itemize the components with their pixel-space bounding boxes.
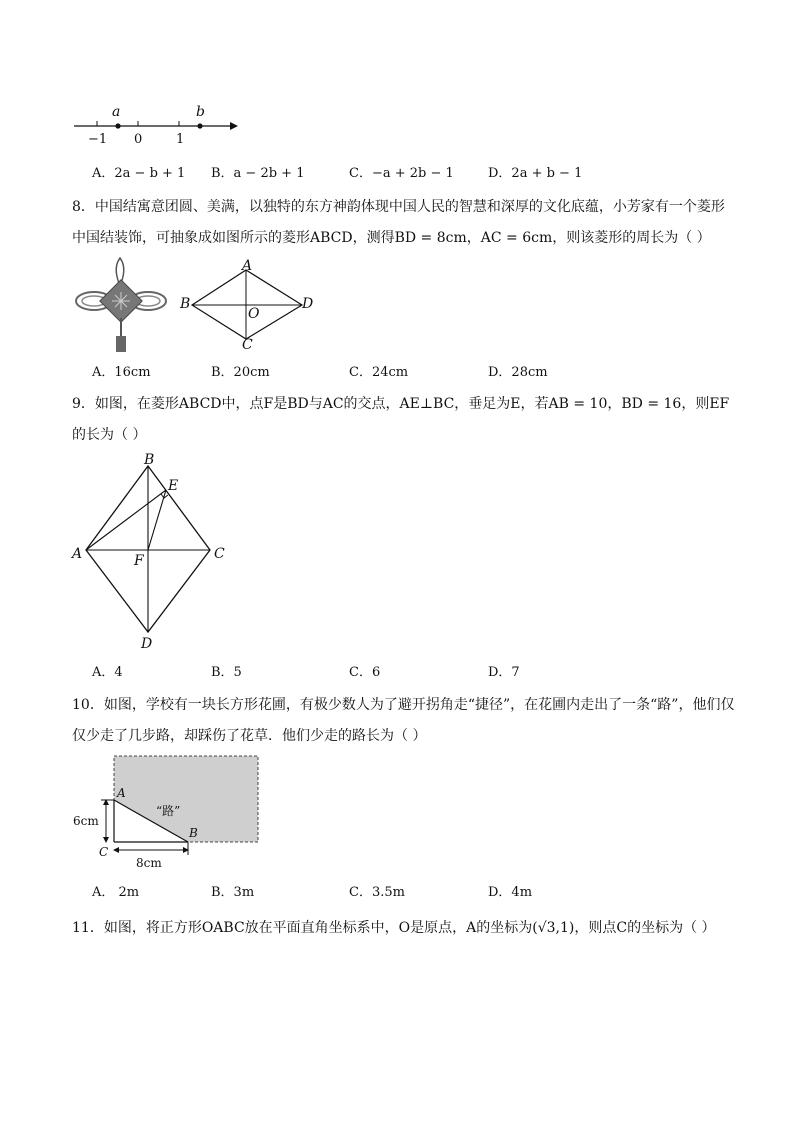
label-E: E xyxy=(168,478,179,494)
q9-option-d[interactable]: D．7 xyxy=(488,665,520,680)
label-D: D xyxy=(141,636,153,652)
width-arrow-left-icon xyxy=(113,847,119,853)
q10-option-d[interactable]: D．4m xyxy=(488,885,533,900)
q10-option-b[interactable]: B．3m xyxy=(211,885,255,900)
rhombus-abcd-altitude-figure xyxy=(82,462,222,642)
segment-ae xyxy=(86,490,166,550)
segment-fe xyxy=(148,490,166,550)
point-b xyxy=(197,123,202,128)
label-B: B xyxy=(189,826,198,840)
garden-path-figure xyxy=(96,752,296,872)
q8-text-line-1: 8．中国结寓意团圆、美满，以独特的东方神韵体现中国人民的智慧和深厚的文化底蕴，小芳家有一个菱形 xyxy=(72,199,725,215)
q8-option-a[interactable]: A．16cm xyxy=(92,365,151,380)
label-C: C xyxy=(99,845,109,859)
label-A: A xyxy=(117,786,126,800)
q9-option-a[interactable]: A．4 xyxy=(92,665,123,680)
q8-text-line-2: 中国结装饰，可抽象成如图所示的菱形ABCD，测得BD = 8cm，AC = 6cm，则该菱形的周长为（ ） xyxy=(72,230,711,246)
label-B: B xyxy=(144,452,155,468)
q7-option-d[interactable]: D．2a + b − 1 xyxy=(488,166,583,181)
q8-option-d[interactable]: D．28cm xyxy=(488,365,548,380)
q7-option-b[interactable]: B．a − 2b + 1 xyxy=(211,166,305,181)
knot-tassel xyxy=(116,336,126,352)
q10-option-c[interactable]: C．3.5m xyxy=(349,885,405,900)
label-C: C xyxy=(242,337,253,353)
point-a xyxy=(115,123,120,128)
label-O: O xyxy=(248,306,260,322)
axis-arrow-icon xyxy=(230,122,238,130)
tick-label-zero: 0 xyxy=(134,132,143,147)
label-D: D xyxy=(302,296,314,312)
label-A: A xyxy=(72,546,83,562)
label-a: a xyxy=(112,104,121,120)
q9-text-line-2: 的长为（ ） xyxy=(72,427,147,443)
tick-label-minus-one: −1 xyxy=(88,132,108,147)
q10-option-a[interactable]: A． 2m xyxy=(92,885,140,900)
q7-option-c[interactable]: C．−a + 2b − 1 xyxy=(349,166,454,181)
q8-option-b[interactable]: B．20cm xyxy=(211,365,270,380)
label-F: F xyxy=(134,553,144,569)
q7-option-a[interactable]: A．2a − b + 1 xyxy=(92,166,186,181)
chinese-knot-image xyxy=(72,256,172,356)
label-road: “路” xyxy=(156,804,181,818)
label-height: 6cm xyxy=(73,814,99,828)
label-b: b xyxy=(196,104,205,120)
height-arrow-down-icon xyxy=(103,837,109,843)
q10-text-line-1: 10．如图，学校有一块长方形花圃，有极少数人为了避开拐角走“捷径”，在花圃内走出了一条“路”，他们仅 xyxy=(72,697,735,713)
label-B: B xyxy=(180,296,191,312)
label-width: 8cm xyxy=(136,856,162,870)
q9-option-c[interactable]: C．6 xyxy=(349,665,381,680)
q9-option-b[interactable]: B．5 xyxy=(211,665,242,680)
q10-text-line-2: 仅少走了几步路，却踩伤了花草．他们少走的路长为（ ） xyxy=(72,728,427,744)
q11-text-line-1: 11．如图，将正方形OABC放在平面直角坐标系中，O是原点，A的坐标为(√3,1)，则点C的坐标为（ ） xyxy=(72,920,716,936)
q9-text-line-1: 9．如图，在菱形ABCD中，点F是BD与AC的交点，AE⊥BC，垂足为E，若AB = 10，BD = 16，则EF xyxy=(72,396,730,412)
label-C: C xyxy=(214,546,225,562)
q8-option-c[interactable]: C．24cm xyxy=(349,365,409,380)
label-A: A xyxy=(242,258,253,274)
tick-label-one: 1 xyxy=(176,132,185,147)
